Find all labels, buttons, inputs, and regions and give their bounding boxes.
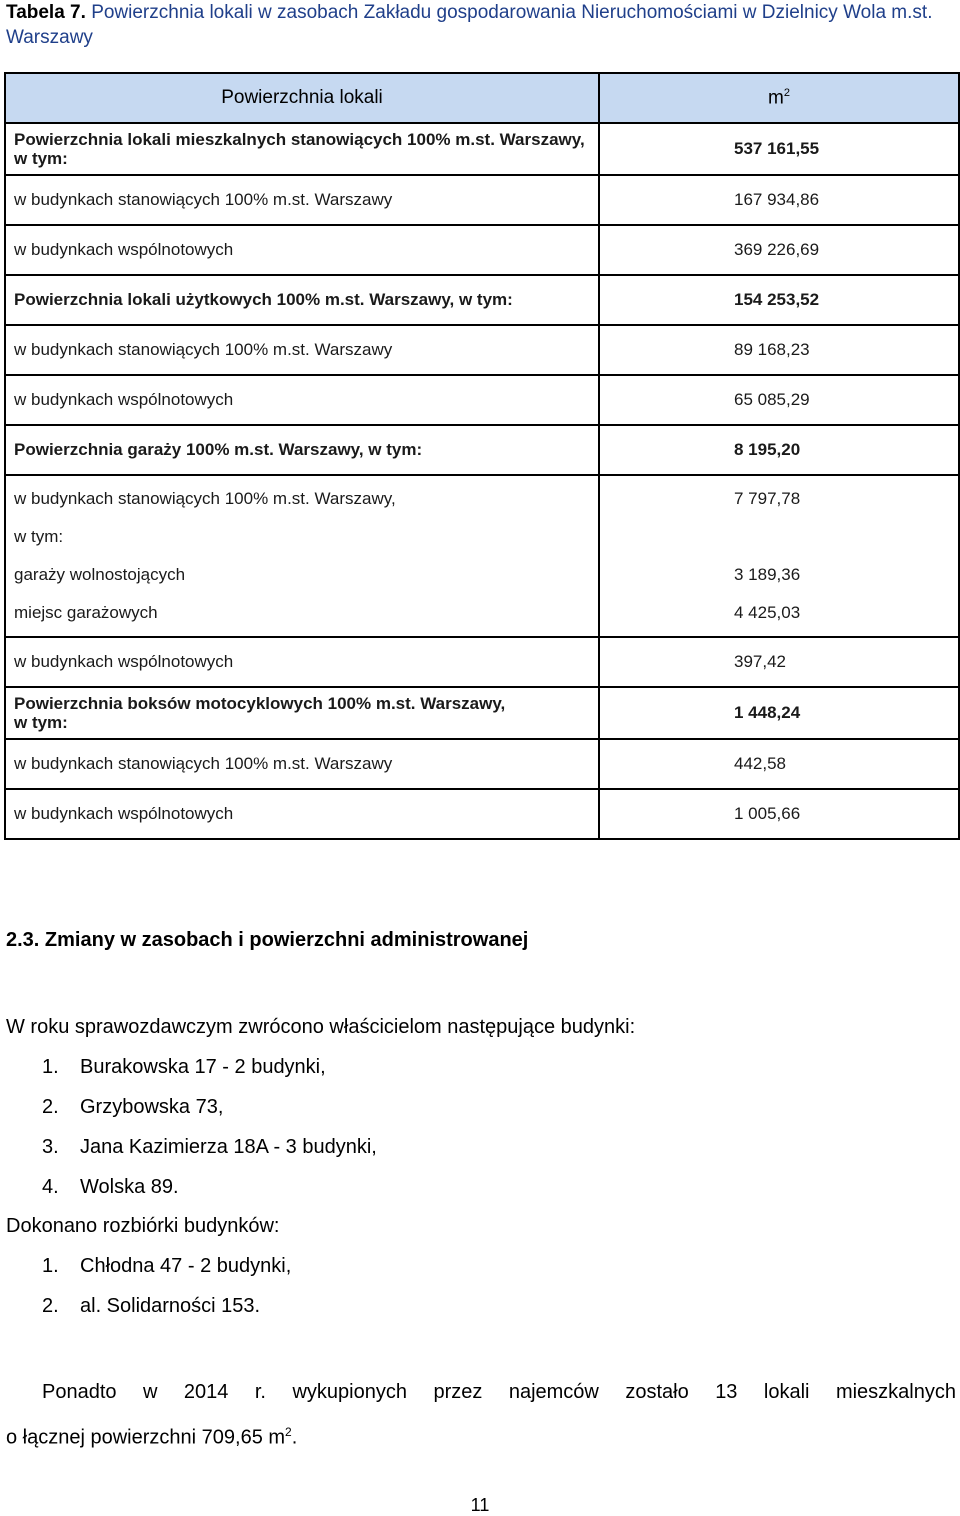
row-value: 537 161,55: [599, 123, 959, 175]
row-label: w budynkach wspólnotowych: [5, 789, 599, 839]
list-number: 2.: [42, 1096, 59, 1118]
final-word: Ponadto: [42, 1381, 117, 1403]
list-item: [42, 1134, 377, 1174]
final-word: mieszkalnych: [835, 1381, 956, 1403]
final-word: lokali: [763, 1381, 810, 1403]
table-row: [5, 175, 959, 225]
list-item: [42, 1174, 377, 1214]
final-word: przez: [433, 1381, 483, 1403]
list-number: 4.: [42, 1176, 59, 1198]
row-value-line: [734, 518, 950, 556]
table-caption-label: Tabela 7.: [6, 2, 86, 23]
row-label-multiline: [5, 475, 599, 637]
returned-buildings-list: [42, 1054, 377, 1214]
list-number: 2.: [42, 1295, 59, 1317]
row-label-multiline: [5, 687, 599, 739]
list-text: Chłodna 47 - 2 budynki,: [80, 1255, 292, 1277]
row-label: Powierzchnia lokali użytkowych 100% m.st. Warszawy, w tym:: [5, 275, 599, 325]
row-value: 89 168,23: [599, 325, 959, 375]
list-text: Burakowska 17 - 2 budynki,: [80, 1056, 326, 1078]
row-value: 442,58: [599, 739, 959, 789]
final-line-2-text: o łącznej powierzchni 709,65 m: [6, 1426, 286, 1449]
row-label-line: w tym:: [14, 527, 64, 546]
final-word: 2014: [183, 1381, 229, 1403]
table-row: [5, 325, 959, 375]
row-value: 397,42: [599, 637, 959, 687]
row-value-line: 3 189,36: [734, 565, 801, 584]
table-row: [5, 789, 959, 839]
row-label: w budynkach stanowiących 100% m.st. Warszawy: [5, 325, 599, 375]
table-row: [5, 475, 959, 637]
row-value: 154 253,52: [599, 275, 959, 325]
final-line-2: [6, 1412, 956, 1458]
table-row: [5, 275, 959, 325]
row-label: Powierzchnia lokali mieszkalnych stanowiących 100% m.st. Warszawy, w tym:: [5, 123, 599, 175]
final-word: najemców: [508, 1381, 599, 1403]
final-word: r.: [254, 1381, 266, 1403]
list-number: 3.: [42, 1136, 59, 1158]
returned-intro: W roku sprawozdawczym zwrócono właścicielom następujące budynki:: [6, 1016, 636, 1038]
header-area-label: Powierzchnia lokali: [5, 73, 599, 123]
list-text: al. Solidarności 153.: [80, 1295, 261, 1317]
row-label-line: w tym:: [14, 713, 68, 732]
row-label: w budynkach stanowiących 100% m.st. Warszawy: [5, 175, 599, 225]
page-number: 11: [470, 1495, 490, 1515]
row-label: w budynkach wspólnotowych: [5, 637, 599, 687]
list-item: [42, 1054, 377, 1094]
row-label-line: w budynkach stanowiących 100% m.st. Warszawy,: [14, 489, 396, 508]
table-caption: [6, 0, 956, 50]
list-number: 1.: [42, 1056, 59, 1078]
list-item: [42, 1094, 377, 1134]
list-number: 1.: [42, 1255, 59, 1277]
list-item: [42, 1293, 291, 1333]
final-line-2-end: .: [291, 1426, 298, 1449]
final-word: zostało: [625, 1381, 689, 1403]
row-label: w budynkach wspólnotowych: [5, 375, 599, 425]
table-row: [5, 687, 959, 739]
final-word: wykupionych: [292, 1381, 407, 1403]
row-value-multiline: [599, 475, 959, 637]
row-value: 369 226,69: [599, 225, 959, 275]
row-value: 65 085,29: [599, 375, 959, 425]
table-row: [5, 225, 959, 275]
row-value: 1 448,24: [599, 687, 959, 739]
row-label-line: Powierzchnia boksów motocyklowych 100% m.st. Warszawy,: [14, 694, 506, 713]
table-row: [5, 739, 959, 789]
demolition-intro: Dokonano rozbiórki budynków:: [6, 1215, 280, 1237]
final-word: w: [142, 1381, 158, 1403]
row-value: 8 195,20: [599, 425, 959, 475]
list-text: Wolska 89.: [80, 1176, 179, 1198]
row-label-line: miejsc garażowych: [14, 603, 158, 622]
table-row: [5, 375, 959, 425]
header-unit-base: m: [768, 87, 784, 109]
row-label-line: garaży wolnostojących: [14, 565, 186, 584]
list-text: Grzybowska 73,: [80, 1096, 224, 1118]
table-row: [5, 637, 959, 687]
table-row: [5, 425, 959, 475]
list-text: Jana Kazimierza 18A - 3 budynki,: [80, 1136, 377, 1158]
final-word: 13: [715, 1381, 738, 1403]
row-value: 167 934,86: [599, 175, 959, 225]
final-paragraph: [6, 1372, 956, 1458]
row-label: w budynkach stanowiących 100% m.st. Warszawy: [5, 739, 599, 789]
row-value-line: 7 797,78: [734, 489, 801, 508]
table-row: [5, 123, 959, 175]
row-value-line: 4 425,03: [734, 603, 801, 622]
list-item: [42, 1253, 291, 1293]
table-header-row: [5, 73, 959, 123]
header-unit: [599, 73, 959, 123]
table-caption-text: Powierzchnia lokali w zasobach Zakładu gospodarowania Nieruchomościami w Dzielnicy Wola m.st. Warszawy: [6, 2, 933, 48]
final-line-1: [6, 1372, 956, 1412]
area-table: [4, 72, 960, 840]
final-line-2-sup: 2: [285, 1425, 292, 1439]
demolished-buildings-list: [42, 1253, 291, 1333]
row-label: w budynkach wspólnotowych: [5, 225, 599, 275]
row-label: Powierzchnia garaży 100% m.st. Warszawy, w tym:: [5, 425, 599, 475]
header-unit-sup: 2: [783, 86, 790, 99]
row-value: 1 005,66: [599, 789, 959, 839]
section-heading: 2.3. Zmiany w zasobach i powierzchni administrowanej: [6, 929, 529, 951]
